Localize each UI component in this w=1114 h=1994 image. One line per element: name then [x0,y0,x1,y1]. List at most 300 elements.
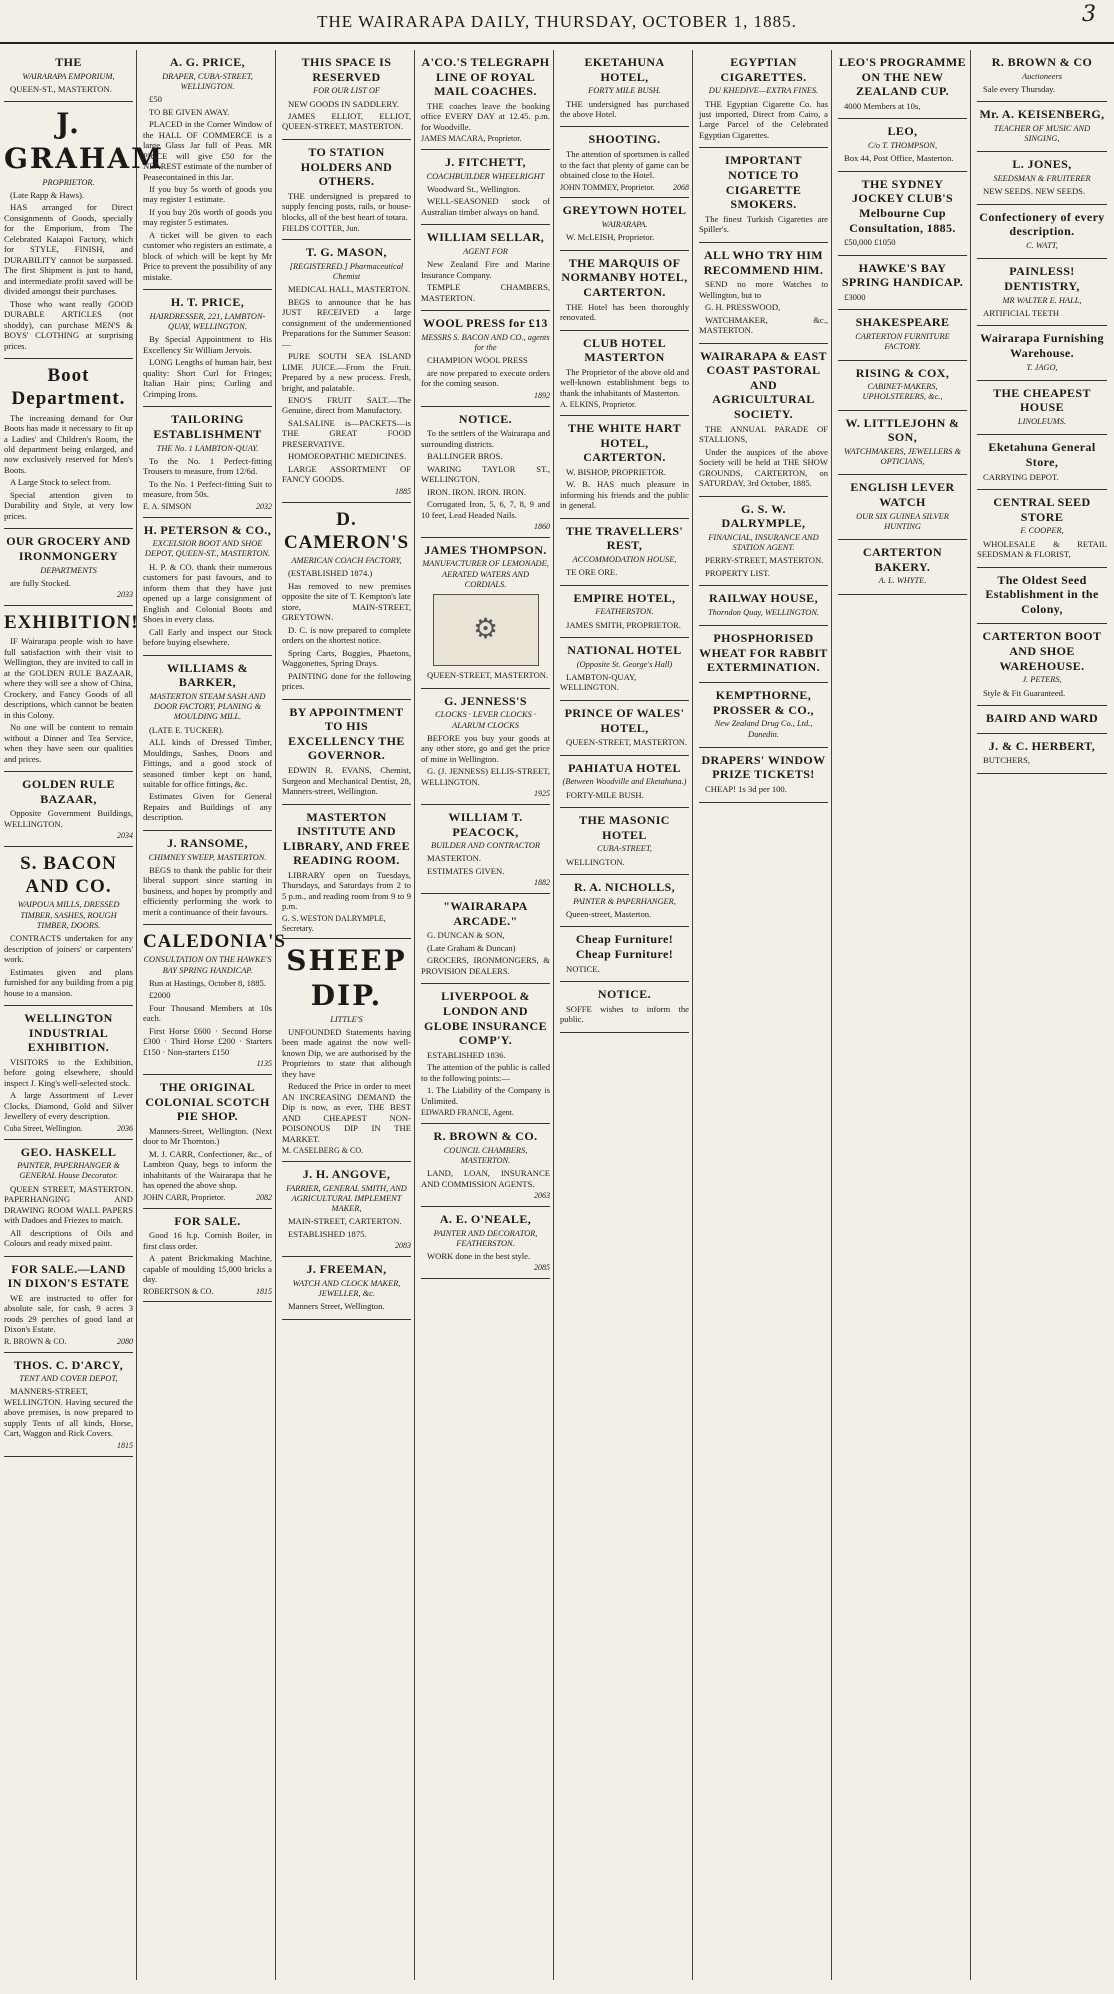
advertisement-paragraph: VISITORS to the Exhibition, before going elsewhere, should inspect J. King's well-selected stock. [4,1056,133,1088]
advertisement-footer [421,391,550,401]
advertisement-paragraph: Queen-street, Masterton. [566,908,652,919]
advertisement-paragraph: THE Hotel has been thoroughly renovated. [560,301,689,323]
advertisement-paragraph: The increasing demand for Our Boots has made it necessary to fit up a Ladies' and Children's Room, the old department being enlarged, and now exclusively reserved for Men's Boots. [4,412,133,475]
advertisement-headline: Boot Department. [11,365,126,410]
advertisement [421,689,550,805]
advertisement-subheading: C. WATT, [1026,241,1058,251]
advertisement-headline: WILLIAMS & BARKER, [166,660,248,690]
advertisement-headline: GOLDEN RULE BAZAAR, [22,777,115,806]
advertisement-paragraph: W. BISHOP, PROPRIETOR. [566,466,667,477]
advertisement-paragraph: First Horse £600 · Second Horse £300 · Third Horse £200 · Starters £150 · Non-starters £150 [143,1025,272,1057]
advertisement-paragraph: Opposite Government Buildings, WELLINGTON. [4,808,133,829]
advertisement-subheading: CUBA-STREET, [597,844,652,854]
advertisement-body [282,1216,411,1239]
advertisement-paragraph: WATCHMAKER, &c., MASTERTON. [699,314,828,336]
advertisement-headline: THE MARQUIS OF NORMANBY HOTEL, CARTERTON. [561,255,688,299]
advertisement-paragraph: M. J. CARR, Confectioner, &c., of Lambton Quay, begs to inform the inhabitants of the Wairarapa that he has opened the above shop. [143,1148,272,1191]
advertisement-headline: G. S. W. DALRYMPLE, [721,501,806,531]
advertisement [421,984,550,1124]
advertisement-paragraph: Run at Hastings, October 8, 1885. [149,977,266,988]
advertisement-headline: J. GRAHAM [4,107,165,175]
advertisement [838,172,967,256]
advertisement [838,119,967,171]
advertisement [560,251,689,331]
advertiser-signature: ROBERTSON & CO. [143,1286,214,1296]
advertisement-headline: EGYPTIAN CIGARETTES. [720,55,807,84]
advertisement-paragraph: £50,000 £1050 [844,237,896,248]
advertisement [560,331,689,416]
advertisement-headline: LEO'S PROGRAMME ON THE NEW ZEALAND CUP. [838,55,966,99]
advertisement-footer [421,134,550,144]
advertisement-paragraph: Four Thousand Members at 10s each. [143,1002,272,1024]
advertisement-paragraph: CARRYING DEPOT. [983,471,1059,482]
advertisement [699,50,828,148]
advertisement-footer [282,224,411,234]
advertisement-headline: THE MASONIC HOTEL [579,813,670,842]
advertisement-footer [4,590,133,600]
advertisement-paragraph: Estimates Given for General Repairs and Buildings of any description. [143,791,272,823]
advertisement-headline: W. LITTLEJOHN & SON, [845,415,960,445]
advertisement-paragraph: LAMBTON-QUAY, WELLINGTON. [560,671,637,693]
advertisement-paragraph: WORK done in the best style. [427,1251,531,1261]
advertisement-headline: GEO. HASKELL [20,1144,117,1159]
advertisement-body [560,1004,689,1025]
advertisement-headline: "WAIRARAPA ARCADE." [443,899,528,928]
advertisement [4,359,133,529]
advertisement-body [4,933,133,998]
advertisement-body [4,1386,133,1438]
advertisement-headline: NATIONAL HOTEL [567,643,682,658]
advertisement-headline: KEMPTHORNE, PROSSER & CO., [713,688,814,717]
advertisement-subheading: SEEDSMAN & FRUITERER [993,174,1091,184]
advertiser-signature: M. CASELBERG & CO. [282,1146,364,1156]
advertisement [4,1140,133,1257]
advertisement [4,1257,133,1353]
advertisement-body [699,214,828,235]
advertisement-number: 1815 [256,1286,272,1296]
advertisement-subheading: CLOCKS · LEVER CLOCKS · ALARUM CLOCKS [435,710,536,730]
advertisement [838,540,967,595]
advertisement-headline: THE ORIGINAL COLONIAL SCOTCH PIE SHOP. [145,1080,270,1124]
advertisement [838,310,967,360]
advertisement-subheading: AMERICAN COACH FACTORY, [291,555,402,565]
advertisement-body [421,930,550,976]
advertisement-subheading: F. COOPER, [1020,526,1064,536]
page-number: 3 [1082,2,1096,27]
advertisement-body [560,790,689,800]
advertisement-body [143,865,272,917]
advertisement-paragraph: Spring Carts, Buggies, Phaetons, Waggonettes, Spring Drays. [282,647,411,669]
advertisement [699,586,828,626]
advertisement-body [4,413,133,522]
advertisement [560,756,689,808]
advertisement [4,606,139,772]
advertisement-paragraph: BEGS to thank the public for their liberal support since starting in business, and hopes by promptly and efficiently performing the work to merit a continuance of their favours. [143,864,272,917]
advertisement-paragraph: MAIN-STREET, CARTERTON. [288,1216,402,1227]
advertisement-headline: TO STATION HOLDERS AND OTHERS. [300,144,393,189]
newspaper-column-2 [140,50,286,1980]
advertisement-number: 2032 [256,501,272,511]
advertisement-body [699,424,828,489]
advertisement-paragraph: LONG Lengths of human hair, best quality: Short Curl for Fringes; Italian Hair pins; Curling and Crimping Irons. [143,357,272,399]
advertisement-paragraph: WELLINGTON. [566,856,625,867]
advertisement [977,568,1107,625]
advertisement-body [282,568,411,691]
advertisement-body [143,334,272,399]
advertisement-paragraph: £3000 [844,291,866,302]
advertisement-headline: SHAKESPEARE [855,315,950,330]
advertisement-number: 1882 [534,878,550,888]
advertisement-subheading: WAIPOUA MILLS, DRESSED TIMBER, SASHES, ROUGH TIMBER, DOORS. [17,900,120,930]
advertisement-body [560,567,689,577]
advertisement-subheading: WAIRARAPA EMPORIUM, [22,71,115,81]
advertisement [977,435,1107,490]
advertisement-paragraph: LAND, LOAN, INSURANCE AND COMMISSION AGENTS. [421,1168,550,1189]
advertisement-headline: THE TRAVELLERS' REST, [565,523,684,553]
advertisement-body [282,191,411,222]
advertisement-body [560,909,689,919]
advertisement-body [4,636,133,764]
advertisement-paragraph: BEGS to announce that he has JUST RECEIVED a large consignment of the undermentioned Preparations for the Summer Season:— [282,296,411,349]
advertisement-headline: WILLIAM SELLAR, [426,230,545,245]
advertisement-paragraph: are now prepared to execute orders for the coming season. [421,367,550,389]
advertisement-paragraph: QUEEN STREET, MASTERTON. PAPERHANGING AND DRAWING ROOM WALL PAPERS with Dadoes and Friezes to match. [4,1183,133,1226]
advertisement [977,102,1107,152]
advertisement [699,243,828,344]
advertisement-headline: JAMES THOMPSON. [424,542,547,557]
advertisement-body [560,302,689,323]
advertisement-subheading: LITTLE'S [330,1014,363,1024]
advertisement-footer [421,522,550,532]
advertisement-paragraph: (Late Graham & Duncan) [427,942,516,953]
advertisement-footer [421,1108,550,1118]
advertisement-paragraph: WE are instructed to offer for absolute sale, for cash, 9 acres 3 roods 29 perches of good land at Dixon's Estate. [4,1292,133,1335]
advertisement-body [143,456,272,500]
advertisement-body [4,1293,133,1335]
advertisement-body [143,1230,272,1284]
advertisement [143,518,272,656]
advertisement-paragraph: PLACED in the Corner Window of the HALL OF COMMERCE is a large Glass Jar full of Peas. MR PRICE will give £50 for the NEAREST estimate of the number of Peasecontained in this Jar. [143,119,272,182]
advertisement-number: 2034 [117,831,133,841]
advertisement-paragraph: PAINTING done for the following prices. [282,670,411,692]
advertisement-paragraph: Box 44, Post Office, Masterton. [844,153,954,164]
advertisement-body [421,853,550,876]
advertisement-headline: CENTRAL SEED STORE [993,495,1091,524]
advertisement [560,927,689,982]
advertisement [560,519,689,586]
advertisement-body [4,84,133,94]
advertisement-paragraph: The Proprietor of the above old and well-known establishment begs to thank the inhabitants of Masterton. [560,366,689,398]
advertisement-body [421,259,550,303]
advertisement-body [421,428,550,520]
advertisement [560,808,689,875]
advertisement-paragraph: QUEEN-STREET, MASTERTON. [427,670,549,681]
advertisement-body [282,99,411,132]
advertisement-footer [421,1263,550,1273]
advertisement-body [143,725,272,823]
advertisement-headline: THE [55,55,82,69]
advertisement-subheading: TENT AND COVER DEPOT, [19,1374,118,1384]
advertisement [4,50,133,102]
advertisement-headline: J. FREEMAN, [306,1262,387,1277]
advertisement-columns [0,44,1114,1994]
advertisement [699,148,828,242]
advertisement-footer [560,183,689,193]
advertisement-paragraph: Manners Street, Wellington. [288,1301,385,1312]
advertisement-footer [421,1191,550,1201]
advertisement-footer [143,1059,272,1069]
advertisement [560,127,689,198]
advertisement-paragraph: The finest Turkish Cigarettes are Spiller's. [699,213,828,235]
advertisement-headline: BAIRD AND WARD [985,711,1099,726]
advertisement-paragraph: TEMPLE CHAMBERS, MASTERTON. [421,282,550,303]
advertisement [421,805,550,894]
advertisement-paragraph: TE ORE ORE. [566,567,618,578]
advertisement-headline: H. PETERSON & CO., [143,522,272,537]
advertisement-footer [282,1146,411,1156]
advertisement-paragraph: ESTIMATES GIVEN. [427,865,505,876]
advertisement-paragraph: JAMES SMITH, PROPRIETOR. [566,619,681,630]
advertisement-paragraph: ESTABLISHED 1875. [288,1228,367,1239]
advertisement-headline: G. JENNESS'S [444,693,527,708]
advertisement [4,847,133,1006]
advertisement-body [977,539,1107,560]
advertisement-headline: CLUB HOTEL MASTERTON [582,335,667,365]
advertisement-subheading: PROPRIETOR. [42,177,95,187]
advertisement-subheading: LINOLEUMS. [1017,417,1067,427]
advertisement-headline: WELLINGTON INDUSTRIAL EXHIBITION. [24,1011,113,1055]
advertisement-headline: The Oldest Seed Establishment in the Colony, [985,572,1099,616]
advertisement [838,475,967,540]
advertisement-subheading: (Between Woodville and Eketahuna.) [562,777,687,787]
machinery-engraving-icon: ⚙ [433,594,539,666]
advertisement-body [560,367,689,398]
advertisement-paragraph: A Large Stock to select from. [10,477,112,488]
advertiser-signature: E. A. SIMSON [143,501,192,511]
newspaper-title: THE WAIRARAPA DAILY, THURSDAY, OCTOBER 1, 1885. [317,12,797,31]
advertisement-headline: WILLIAM T. PEACOCK, [448,809,523,839]
advertisement-paragraph: ENO'S FRUIT SALT.—The Genuine, direct from Manufactory. [282,395,411,416]
advertisement-body [699,99,828,141]
advertisement-headline: ENGLISH LEVER WATCH [850,480,955,510]
advertisement [282,1257,411,1320]
advertisement [282,700,411,805]
advertisement-paragraph: If you buy 5s worth of goods you may register 1 estimate. [143,184,272,205]
advertisement-body [4,190,133,351]
advertisement-body [560,467,689,511]
advertisement [977,205,1107,260]
advertisement-footer [282,914,411,934]
advertisement-paragraph: Special attention given to Durability and Style, at very low prices. [4,489,133,521]
advertisement-headline: Eketahuna General Store, [988,440,1096,469]
advertisement-body [977,472,1107,482]
advertisement-paragraph: are fully Stocked. [10,577,71,588]
advertisement-paragraph: ESTABLISHED 1836. [427,1049,506,1060]
advertisement [977,152,1107,204]
advertisement [4,1006,133,1140]
advertisement-subheading: WATCH AND CLOCK MAKER, JEWELLER, &c. [292,1278,401,1299]
advertisement-headline: RAILWAY HOUSE, [709,591,818,606]
advertisement-body [699,784,828,794]
advertisement [4,772,133,847]
advertisement-paragraph: Under the auspices of the above Society will be held at THE SHOW GROUNDS, CARTERTON, on SATURDAY, 3rd October, 1885. [699,446,828,489]
advertisement-footer [4,1337,133,1347]
advertisement-body [143,562,272,648]
advertisement-headline: A. E. O'NEALE, [439,1211,532,1226]
advertisement-headline: PHOSPHORISED WHEAT FOR RABBIT EXTERMINATION. [699,631,828,675]
advertisement-footer [4,831,133,841]
advertisement-body [421,1168,550,1189]
advertisement-paragraph: By Special Appointment to His Excellency Sir William Jervois. [143,334,272,355]
advertisement-subheading: [REGISTERED.] Pharmaceutical Chemist [289,261,404,281]
advertisement-body [4,1184,133,1249]
advertisement-subheading: J. PETERS, [1022,675,1062,685]
advertisement-headline: SHOOTING. [588,132,661,147]
advertisement-subheading: MESSRS S. BACON AND CO., agents for the [421,332,550,353]
advertisement-body [560,964,689,974]
advertisement-subheading: TEACHER OF MUSIC AND SINGING, [993,123,1091,144]
advertisement [282,1162,411,1257]
advertisement [838,50,967,119]
advertisement-paragraph: THE Egyptian Cigarette Co. has just imported, Direct from Cairo, a Large Parcel of the Celebrated Egyptian Cigarettes. [699,98,828,140]
advertisement-headline: FOR SALE.—LAND IN DIXON'S ESTATE [7,1261,130,1291]
advertisement-paragraph: MEDICAL HALL, MASTERTON. [288,284,411,295]
advertisement [977,734,1107,774]
advertisement-paragraph: Reduced the Price in order to meet AN INCREASING DEMAND the Dip is now, as ever, THE BEST AND CHEAPEST NON-POISONOUS DIP IN THE MARKET. [282,1081,411,1144]
advertisement-paragraph: New Zealand Fire and Marine Insurance Company. [421,259,550,280]
advertisement-footer [560,400,689,410]
advertisement-headline: S. BACON AND CO. [20,853,117,898]
advertisement-headline: OUR GROCERY AND IRONMONGERY [6,534,131,563]
advertisement-subheading: COUNCIL CHAMBERS, MASTERTON. [443,1145,528,1165]
advertisement-paragraph: If you buy 20s worth of goods you may register 5 estimates. [143,206,272,228]
advertisement [143,407,272,517]
advertisement-paragraph: G. H. PRESSWOOD, [705,302,781,313]
advertisement-paragraph: BALLINGER BROS. [427,451,503,462]
advertisement-paragraph: The attention of sportsmen is called to the fact that plenty of game can be obtained close to the Hotel. [560,149,689,181]
advertisement [421,150,550,225]
advertisement-body [560,857,689,867]
advertisement [699,748,828,803]
advertisement-headline: T. G. MASON, [306,245,387,260]
advertisement [560,198,689,250]
advertisement-number: 2085 [534,1263,550,1273]
advertisement-paragraph: PERRY-STREET, MASTERTON. [705,555,824,566]
advertisement [699,344,828,497]
advertisement-paragraph: GROCERS, IRONMONGERS, & PROVISION DEALERS. [421,955,550,976]
advertisement-headline: CARTERTON BOOT AND SHOE WAREHOUSE. [982,629,1102,673]
advertisement [282,140,411,240]
advertisement-subheading: THE No. 1 LAMBTON-QUAY. [156,443,259,453]
advertisement-paragraph: £50 [149,94,162,105]
advertisement-subheading: FARRIER, GENERAL SMITH, AND AGRICULTURAL IMPLEMENT MAKER, [286,1183,407,1214]
advertisement-headline: NOTICE. [458,411,513,426]
advertisement [560,982,689,1033]
advertisement-body [977,308,1107,318]
advertisement-paragraph: To the No. 1 Perfect-fitting Trousers to measure, from 12/6d. [143,455,272,477]
advertisement [143,831,272,925]
advertisement-body [421,670,550,680]
advertisement-subheading: Thorndon Quay, WELLINGTON. [707,607,820,617]
advertisement [838,256,967,311]
advertisement-body [282,765,411,796]
advertisement-body [977,84,1107,94]
advertisement [143,1209,272,1303]
advertisement-footer [143,1193,272,1203]
advertisement [421,894,550,984]
advertisement-headline: A'CO.'S TELEGRAPH LINE OF ROYAL MAIL COACHES. [421,55,550,99]
advertisement-paragraph: 4000 Members at 10s, [844,100,921,111]
advertisement-paragraph: ALL kinds of Dressed Timber, Mouldings, Sashes, Doors and Fittings, and a good stock of seasoned timber kept on hand, suitable for office fittings, &c. [143,737,272,789]
advertisement-subheading: WAIRARAPA. [601,219,648,229]
advertisement-paragraph: BUTCHERS, [983,755,1031,766]
advertisement-headline: NOTICE. [597,987,652,1002]
advertisement-number: 1885 [395,486,411,496]
advertisement-paragraph: NOTICE. [566,963,600,974]
advertisement-body [4,578,133,588]
advertisement-body [560,149,689,180]
advertisement [977,326,1107,381]
advertisement-paragraph: JAMES ELLIOT, ELLIOT, QUEEN-STREET, MASTERTON. [282,110,411,132]
advertisement-subheading: FEATHERSTON. [595,607,654,617]
advertisement-subheading: Auctioneers [1021,71,1062,81]
advertisement [977,490,1107,567]
advertisement-number: 1815 [117,1440,133,1450]
advertisement-number: 2083 [395,1241,411,1251]
advertiser-signature: R. BROWN & CO. [4,1336,67,1346]
advertisement-body [560,620,689,630]
advertisement-body [838,292,967,302]
advertisement-subheading: FORTY MILE BUSH. [588,86,661,96]
advertiser-signature: JAMES MACARA, Proprietor. [421,134,522,144]
advertisement-headline: LIVERPOOL & LONDON AND GLOBE INSURANCE COMP'Y. [423,989,548,1048]
advertisement-number: 1860 [534,522,550,532]
advertisement-headline: TAILORING ESTABLISHMENT [153,412,262,442]
advertisement-subheading: MR WALTER E. HALL, [1002,295,1082,305]
advertisement-paragraph: W. McLEISH, Proprietor. [566,232,655,243]
advertisement-headline: EMPIRE HOTEL, [573,590,676,605]
advertisement-body [421,733,550,787]
advertisement-paragraph: HOMOEOPATHIC MEDICINES. [288,451,407,462]
advertisement-subheading: FINANCIAL, INSURANCE AND STATION AGENT. [708,532,819,553]
advertisement-headline: R. BROWN & CO [991,55,1093,69]
advertisement-headline: HAWKE'S BAY SPRING HANDICAP. [841,260,964,290]
advertisement-paragraph: THE undersigned has purchased the above Hotel. [560,98,689,119]
advertisement-subheading: CHIMNEY SWEEP, MASTERTON. [148,852,267,862]
advertisement-paragraph: W. B. HAS much pleasure in informing his friends and the public in general. [560,479,689,511]
advertisement-number: 2036 [117,1123,133,1133]
advertisement-body [143,978,272,1057]
advertisement-number: 1892 [534,390,550,400]
advertisement [143,925,286,1075]
advertisement-paragraph: NEW GOODS IN SADDLERY. [288,98,399,109]
advertisement-number: 2068 [673,182,689,192]
advertisement-body [560,99,689,120]
advertisement-subheading: PAINTER, PAPERHANGER & GENERAL House Decorator. [17,1161,120,1181]
advertisement-headline: GREYTOWN HOTEL [562,203,687,218]
advertisement [282,503,411,700]
advertisement-paragraph: LARGE ASSORTMENT OF FANCY GOODS. [282,463,411,485]
advertisement-body [421,355,550,388]
advertisement-headline: H. T. PRICE, [170,295,245,310]
advertisement-subheading: DEPARTMENTS [40,565,97,575]
advertisement-footer [143,1287,272,1297]
advertisement-subheading: PAINTER & PAPERHANGER, [573,896,676,906]
advertiser-signature: EDWARD FRANCE, Agent. [421,1108,514,1118]
advertisement-paragraph: WELL-SEASONED stock of Australian timber always on hand. [421,196,550,217]
advertisement-headline: J. & C. HERBERT, [988,738,1096,753]
advertiser-signature: A. ELKINS, Proprietor. [560,400,637,410]
